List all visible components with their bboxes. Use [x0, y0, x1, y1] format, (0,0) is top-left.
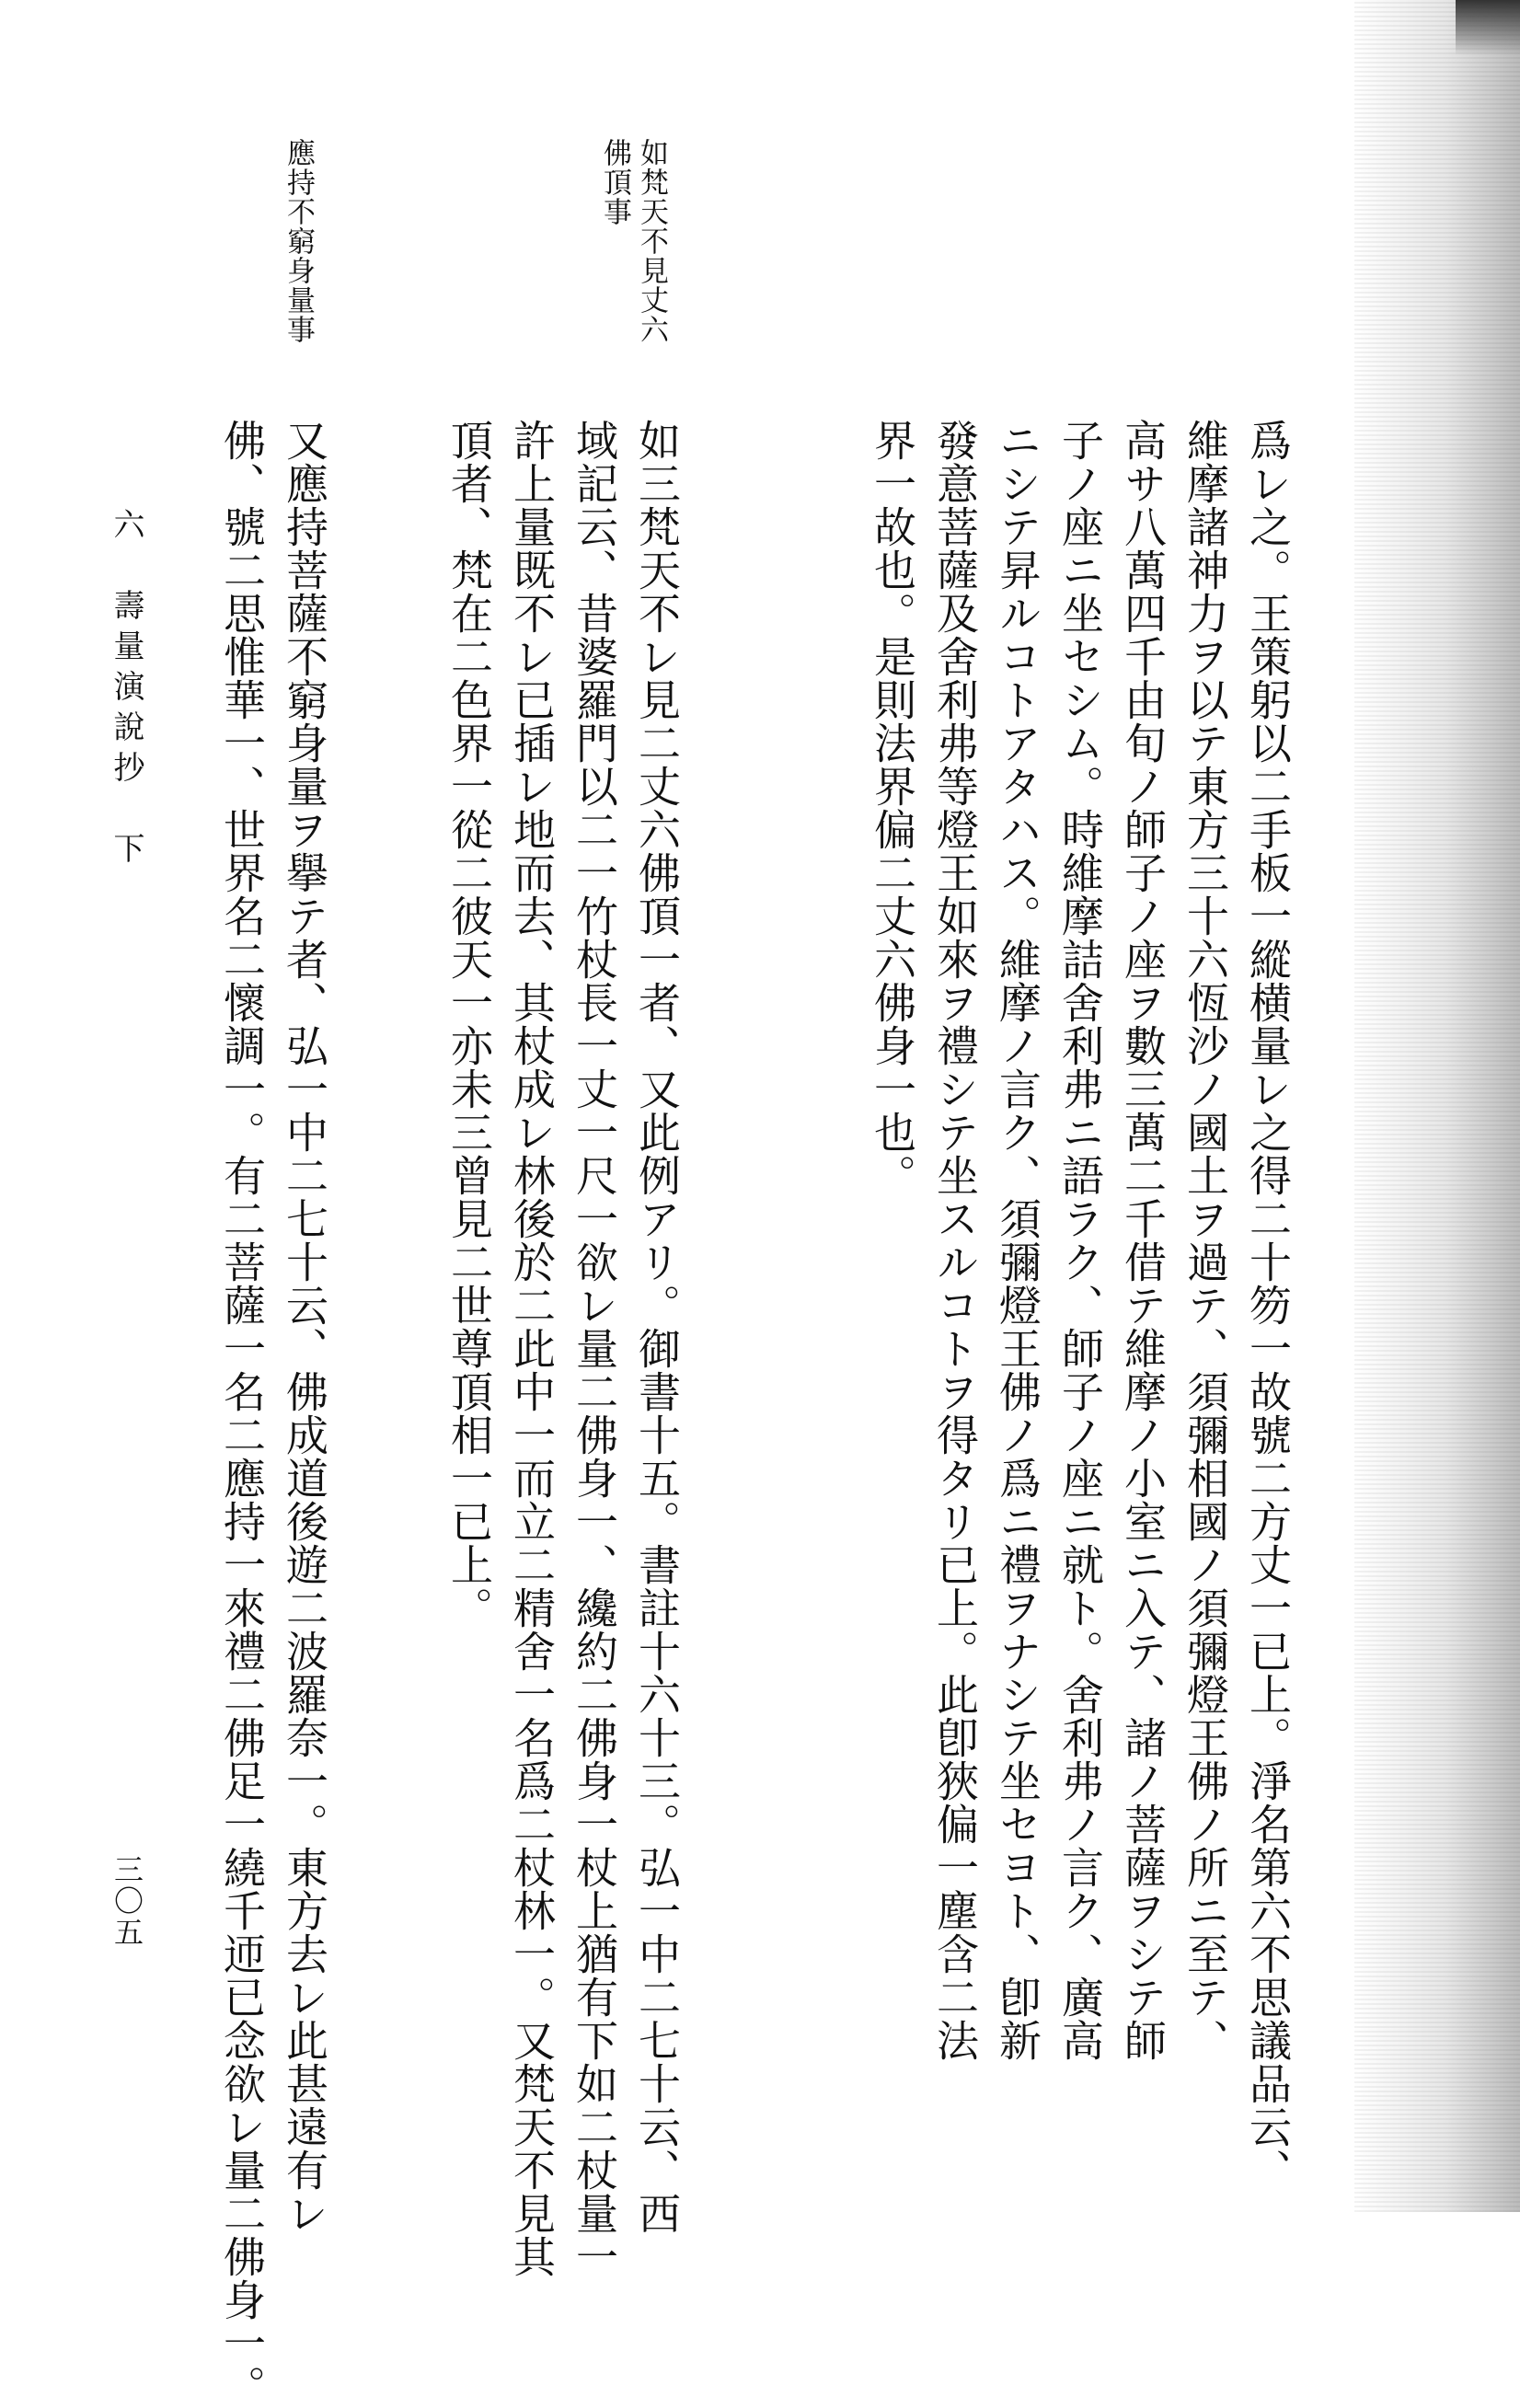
page-edge-shadow [1354, 0, 1520, 2212]
page-number: 三〇五 [109, 1854, 144, 1948]
text-column-10: 許上量既不レ已插レ地而去、其杖成レ林後於二此中一而立二精舍一名爲二杖林一。又梵天不見其 [507, 419, 557, 2278]
side-note-brahma-cont: 佛頂事 [598, 138, 631, 226]
text-column-3: 高サ八萬四千由旬ノ師子ノ座ヲ數三萬二千借テ維摩ノ小室ニ入テ、諸ノ菩薩ヲシテ師 [1118, 419, 1168, 2062]
text-column-11: 頂者、梵在二色界一從二彼天一亦未三曾見二世尊頂相一已上。 [444, 419, 494, 1630]
text-column-2: 維摩諸神力ヲ以テ東方三十六恆沙ノ國土ヲ過テ、須彌相國ノ須彌燈王佛ノ所ニ至テ、 [1180, 419, 1230, 2062]
side-note-yingchi: 應持不窮身量事 [282, 138, 315, 344]
text-column-4: 子ノ座ニ坐セシム。時維摩詰舍利弗ニ語ラク、師子ノ座ニ就ト。舍利弗ノ言ク、廣高 [1055, 419, 1105, 2062]
text-column-6: 發意菩薩及舍利弗等燈王如來ヲ禮シテ坐スルコトヲ得タリ已上。此卽狹偏一塵含二法 [930, 419, 980, 2062]
text-column-13: 佛、號二思惟華一、世界名二懷調一。有二菩薩一名二應持一來禮二佛足一繞千迊已念欲レ量二佛身一。 [217, 419, 267, 2408]
text-column-7: 界一故也。是則法界偏二丈六佛身一也。 [868, 419, 917, 1197]
text-column-5: ニシテ昇ルコトアタハス。維摩ノ言ク、須彌燈王佛ノ爲ニ禮ヲナシテ坐セヨト、卽新 [993, 419, 1042, 2062]
text-column-8: 如三梵天不レ見二丈六佛頂一者、又此例アリ。御書十五。書註十六十三。弘一中二七十云、西 [632, 419, 682, 2235]
side-note-brahma: 如梵天不見丈六 [635, 138, 668, 344]
text-column-1: 爲レ之。王策躬以二手板一縱横量レ之得二十笏一故號二方丈一已上。淨名第六不思議品云、 [1243, 419, 1293, 2192]
text-column-12: 又應持菩薩不窮身量ヲ擧テ者、弘一中二七十云、佛成道後遊二波羅奈一。東方去レ此甚遠有レ [280, 419, 329, 2235]
running-head: 六 壽量演說抄 下 [108, 508, 144, 872]
text-column-9: 域記云、昔婆羅門以二一竹杖長一丈一尺一欲レ量二佛身一、纔約二佛身一杖上猶有下如二杖量一 [570, 419, 619, 2278]
page-edge-corner [1456, 0, 1520, 55]
